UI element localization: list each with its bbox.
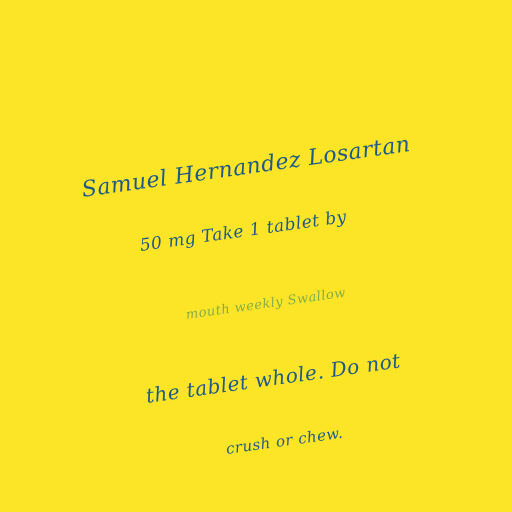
- frequency-line: mouth weekly Swallow: [184, 285, 347, 323]
- warning-line: crush or chew.: [224, 423, 345, 458]
- patient-drug-line: Samuel Hernandez Losartan: [80, 131, 413, 203]
- swallow-instruction-line: the tablet whole. Do not: [144, 348, 403, 408]
- dose-instruction-line: 50 mg Take 1 tablet by: [138, 207, 349, 256]
